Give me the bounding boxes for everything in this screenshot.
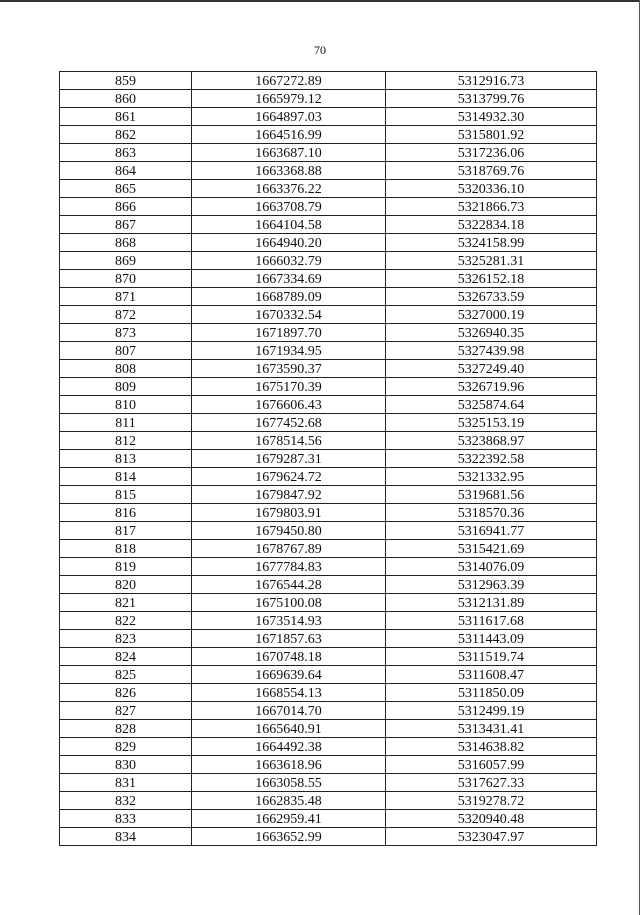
point-number-cell: 811 [60,414,192,432]
x-coordinate-cell: 1670332.54 [192,306,386,324]
point-number-cell: 830 [60,756,192,774]
point-number-cell: 818 [60,540,192,558]
y-coordinate-cell: 5327000.19 [386,306,597,324]
x-coordinate-cell: 1665979.12 [192,90,386,108]
table-row [60,738,597,756]
point-number-cell: 825 [60,666,192,684]
point-number-cell: 817 [60,522,192,540]
point-number-cell: 834 [60,828,192,846]
table-row [60,288,597,306]
x-coordinate-cell: 1663708.79 [192,198,386,216]
y-coordinate-cell: 5327249.40 [386,360,597,378]
x-coordinate-cell: 1667334.69 [192,270,386,288]
point-number-cell: 863 [60,144,192,162]
x-coordinate-cell: 1678514.56 [192,432,386,450]
y-coordinate-cell: 5322392.58 [386,450,597,468]
y-coordinate-cell: 5311443.09 [386,630,597,648]
y-coordinate-cell: 5324158.99 [386,234,597,252]
point-number-cell: 866 [60,198,192,216]
point-number-cell: 826 [60,684,192,702]
point-number-cell: 808 [60,360,192,378]
x-coordinate-cell: 1671934.95 [192,342,386,360]
point-number-cell: 829 [60,738,192,756]
point-number-cell: 832 [60,792,192,810]
x-coordinate-cell: 1676606.43 [192,396,386,414]
point-number-cell: 859 [60,72,192,90]
x-coordinate-cell: 1664940.20 [192,234,386,252]
y-coordinate-cell: 5326719.96 [386,378,597,396]
x-coordinate-cell: 1671897.70 [192,324,386,342]
point-number-cell: 872 [60,306,192,324]
x-coordinate-cell: 1679287.31 [192,450,386,468]
table-row [60,558,597,576]
table-row [60,108,597,126]
table-row [60,414,597,432]
y-coordinate-cell: 5313431.41 [386,720,597,738]
y-coordinate-cell: 5311850.09 [386,684,597,702]
x-coordinate-cell: 1679624.72 [192,468,386,486]
table-row [60,540,597,558]
table-row [60,486,597,504]
point-number-cell: 831 [60,774,192,792]
x-coordinate-cell: 1679803.91 [192,504,386,522]
table-row [60,360,597,378]
point-number-cell: 815 [60,486,192,504]
table-row [60,774,597,792]
table-row [60,180,597,198]
y-coordinate-cell: 5312963.39 [386,576,597,594]
table-row [60,630,597,648]
x-coordinate-cell: 1679450.80 [192,522,386,540]
y-coordinate-cell: 5314932.30 [386,108,597,126]
point-number-cell: 865 [60,180,192,198]
table-row [60,576,597,594]
x-coordinate-cell: 1663687.10 [192,144,386,162]
table-row [60,666,597,684]
table-row [60,684,597,702]
point-number-cell: 833 [60,810,192,828]
x-coordinate-cell: 1679847.92 [192,486,386,504]
x-coordinate-cell: 1663652.99 [192,828,386,846]
x-coordinate-cell: 1677452.68 [192,414,386,432]
table-row [60,306,597,324]
table-row [60,270,597,288]
y-coordinate-cell: 5316941.77 [386,522,597,540]
y-coordinate-cell: 5317236.06 [386,144,597,162]
y-coordinate-cell: 5320940.48 [386,810,597,828]
y-coordinate-cell: 5326940.35 [386,324,597,342]
y-coordinate-cell: 5320336.10 [386,180,597,198]
x-coordinate-cell: 1665640.91 [192,720,386,738]
scan-border-top [0,0,640,2]
coordinates-table [59,71,597,846]
x-coordinate-cell: 1671857.63 [192,630,386,648]
table-row [60,144,597,162]
table-row [60,162,597,180]
point-number-cell: 868 [60,234,192,252]
point-number-cell: 820 [60,576,192,594]
y-coordinate-cell: 5315421.69 [386,540,597,558]
table-row [60,450,597,468]
y-coordinate-cell: 5312131.89 [386,594,597,612]
x-coordinate-cell: 1664492.38 [192,738,386,756]
x-coordinate-cell: 1669639.64 [192,666,386,684]
point-number-cell: 812 [60,432,192,450]
point-number-cell: 862 [60,126,192,144]
point-number-cell: 861 [60,108,192,126]
y-coordinate-cell: 5323868.97 [386,432,597,450]
x-coordinate-cell: 1678767.89 [192,540,386,558]
table-row [60,756,597,774]
table-row [60,720,597,738]
y-coordinate-cell: 5312499.19 [386,702,597,720]
table-row [60,612,597,630]
point-number-cell: 814 [60,468,192,486]
table-row [60,504,597,522]
y-coordinate-cell: 5314638.82 [386,738,597,756]
point-number-cell: 821 [60,594,192,612]
point-number-cell: 824 [60,648,192,666]
page-number: 70 [314,43,326,57]
table-row [60,90,597,108]
table-row [60,396,597,414]
x-coordinate-cell: 1668789.09 [192,288,386,306]
point-number-cell: 813 [60,450,192,468]
x-coordinate-cell: 1667014.70 [192,702,386,720]
table-row [60,792,597,810]
y-coordinate-cell: 5317627.33 [386,774,597,792]
y-coordinate-cell: 5311608.47 [386,666,597,684]
y-coordinate-cell: 5319681.56 [386,486,597,504]
y-coordinate-cell: 5326152.18 [386,270,597,288]
table-row [60,198,597,216]
y-coordinate-cell: 5325153.19 [386,414,597,432]
x-coordinate-cell: 1664516.99 [192,126,386,144]
y-coordinate-cell: 5313799.76 [386,90,597,108]
x-coordinate-cell: 1667272.89 [192,72,386,90]
x-coordinate-cell: 1663376.22 [192,180,386,198]
point-number-cell: 860 [60,90,192,108]
x-coordinate-cell: 1666032.79 [192,252,386,270]
x-coordinate-cell: 1664897.03 [192,108,386,126]
table-row [60,522,597,540]
table-row [60,468,597,486]
x-coordinate-cell: 1675100.08 [192,594,386,612]
x-coordinate-cell: 1673590.37 [192,360,386,378]
x-coordinate-cell: 1677784.83 [192,558,386,576]
point-number-cell: 807 [60,342,192,360]
table-row [60,324,597,342]
point-number-cell: 867 [60,216,192,234]
y-coordinate-cell: 5318769.76 [386,162,597,180]
x-coordinate-cell: 1664104.58 [192,216,386,234]
y-coordinate-cell: 5318570.36 [386,504,597,522]
table-row [60,594,597,612]
table-row [60,432,597,450]
point-number-cell: 809 [60,378,192,396]
y-coordinate-cell: 5312916.73 [386,72,597,90]
y-coordinate-cell: 5319278.72 [386,792,597,810]
point-number-cell: 869 [60,252,192,270]
x-coordinate-cell: 1662959.41 [192,810,386,828]
y-coordinate-cell: 5326733.59 [386,288,597,306]
x-coordinate-cell: 1668554.13 [192,684,386,702]
y-coordinate-cell: 5321332.95 [386,468,597,486]
y-coordinate-cell: 5323047.97 [386,828,597,846]
point-number-cell: 870 [60,270,192,288]
point-number-cell: 819 [60,558,192,576]
table-row [60,234,597,252]
table-row [60,810,597,828]
y-coordinate-cell: 5311519.74 [386,648,597,666]
point-number-cell: 822 [60,612,192,630]
y-coordinate-cell: 5322834.18 [386,216,597,234]
table-row [60,252,597,270]
point-number-cell: 871 [60,288,192,306]
y-coordinate-cell: 5311617.68 [386,612,597,630]
y-coordinate-cell: 5314076.09 [386,558,597,576]
table-row [60,342,597,360]
table-row [60,702,597,720]
x-coordinate-cell: 1662835.48 [192,792,386,810]
point-number-cell: 823 [60,630,192,648]
x-coordinate-cell: 1676544.28 [192,576,386,594]
y-coordinate-cell: 5325874.64 [386,396,597,414]
x-coordinate-cell: 1673514.93 [192,612,386,630]
x-coordinate-cell: 1663618.96 [192,756,386,774]
y-coordinate-cell: 5321866.73 [386,198,597,216]
point-number-cell: 828 [60,720,192,738]
y-coordinate-cell: 5325281.31 [386,252,597,270]
x-coordinate-cell: 1663368.88 [192,162,386,180]
table-row [60,648,597,666]
table-row [60,126,597,144]
table-row [60,216,597,234]
y-coordinate-cell: 5316057.99 [386,756,597,774]
point-number-cell: 810 [60,396,192,414]
coordinates-table-body [60,72,597,846]
table-row [60,378,597,396]
y-coordinate-cell: 5315801.92 [386,126,597,144]
point-number-cell: 864 [60,162,192,180]
x-coordinate-cell: 1675170.39 [192,378,386,396]
y-coordinate-cell: 5327439.98 [386,342,597,360]
table-row [60,72,597,90]
point-number-cell: 816 [60,504,192,522]
x-coordinate-cell: 1663058.55 [192,774,386,792]
point-number-cell: 827 [60,702,192,720]
x-coordinate-cell: 1670748.18 [192,648,386,666]
point-number-cell: 873 [60,324,192,342]
table-row [60,828,597,846]
